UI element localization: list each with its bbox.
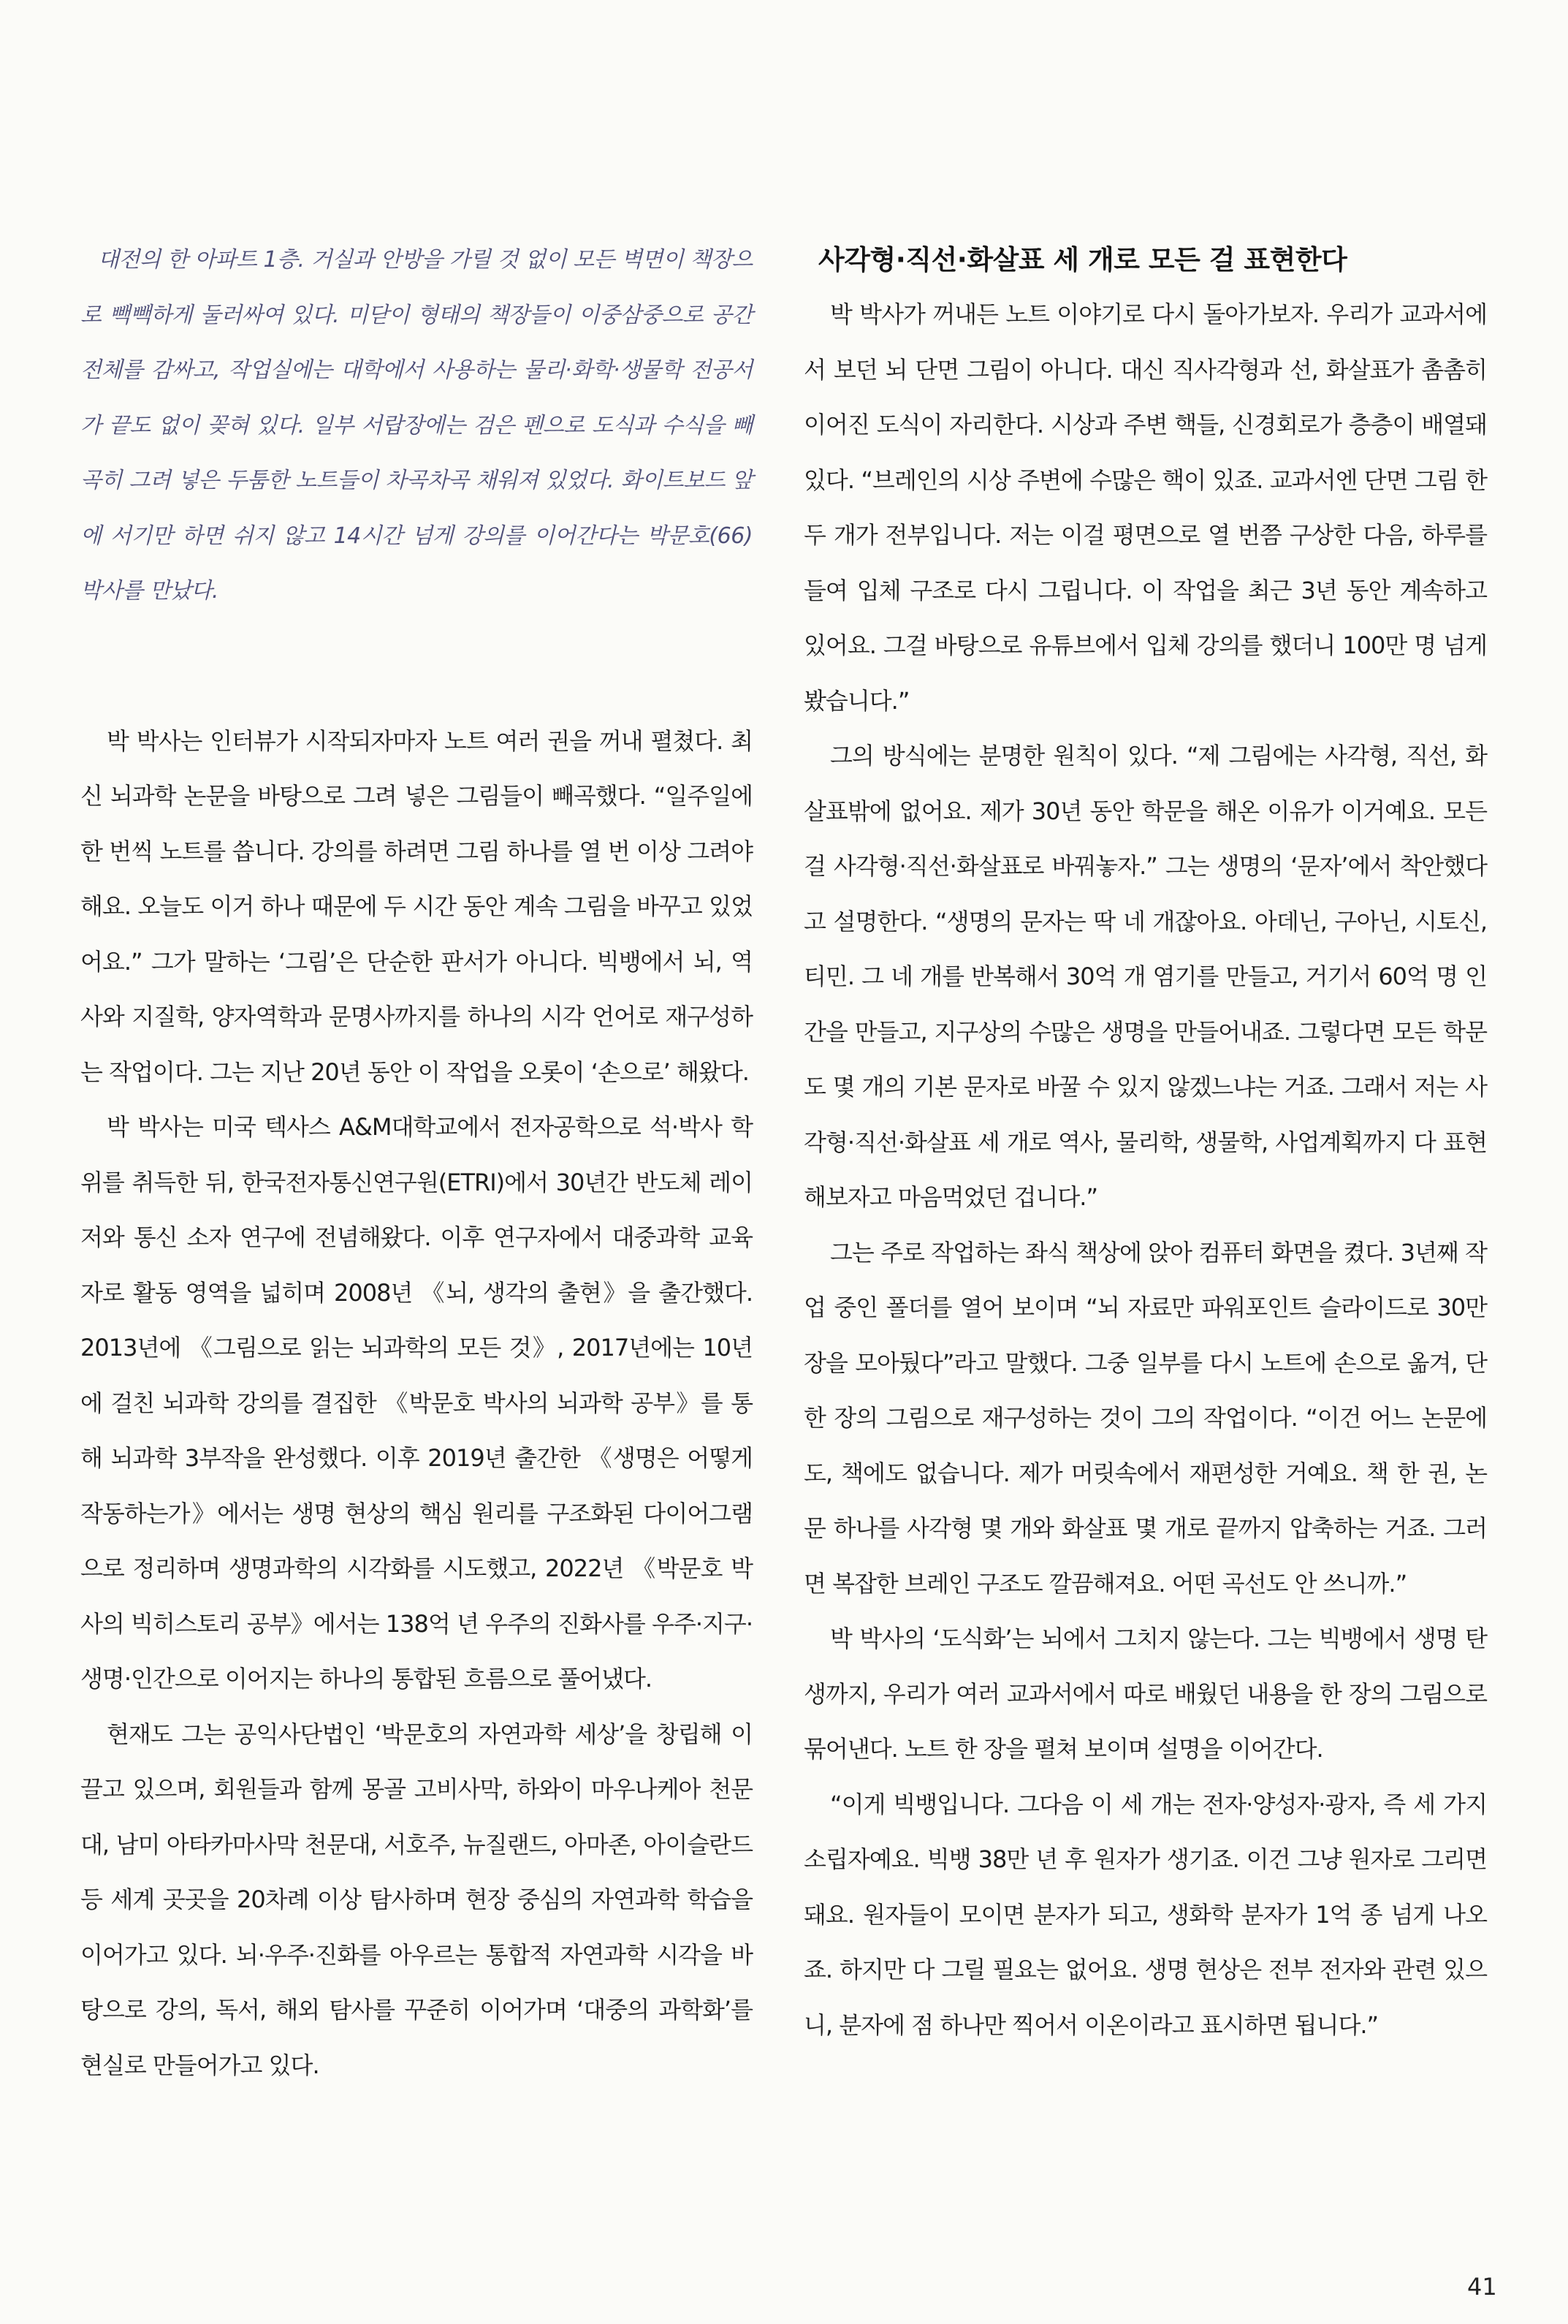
body-paragraph: 현재도 그는 공익사단법인 ‘박문호의 자연과학 세상’을 창립해 이끌고 있으며, 회원들과 함께 몽골 고비사막, 하와이 마우나케아 천문대, 남미 아타카마사막 천문대, 서호주, 뉴질랜드, 아마존, 아이슬란드 등 세계 곳곳을 20차례 이상 탐사하며 현장 중심의 자연과학 학습을 이어가고 있다. 뇌·우주·진화를 아우르는 통합적 자연과학 시각을 바탕으로 강의, 독서, 해외 탐사를 꾸준히 이어가며 ‘대중의 과학화’를 현실로 만들어가고 있다. xyxy=(80,1720,753,2079)
body-paragraph: 그는 주로 작업하는 좌식 책상에 앉아 컴퓨터 화면을 켰다. 3년째 작업 중인 폴더를 열어 보이며 “뇌 자료만 파워포인트 슬라이드로 30만 장을 모아뒀다”라고 말했다. 그중 일부를 다시 노트에 손으로 옮겨, 단 한 장의 그림으로 재구성하는 것이 그의 작업이다. “이건 어느 논문에도, 책에도 없습니다. 제가 머릿속에서 재편성한 거예요. 책 한 권, 논문 하나를 사각형 몇 개와 화살표 몇 개로 끝까지 압축하는 거죠. 그러면 복잡한 브레인 구조도 깔끔해져요. 어떤 곡선도 안 쓰니까.” xyxy=(804,1238,1487,1598)
body-paragraph: 박 박사는 미국 텍사스 A&M대학교에서 전자공학으로 석·박사 학위를 취득한 뒤, 한국전자통신연구원(ETRI)에서 30년간 반도체 레이저와 통신 소자 연구에 전념해왔다. 이후 연구자에서 대중과학 교육자로 활동 영역을 넓히며 2008년 《뇌, 생각의 출현》을 출간했다. 2013년에 《그림으로 읽는 뇌과학의 모든 것》, 2017년에는 10년에 걸친 뇌과학 강의를 결집한 《박문호 박사의 뇌과학 공부》를 통해 뇌과학 3부작을 완성했다. 이후 2019년 출간한 《생명은 어떻게 작동하는가》에서는 생명 현상의 핵심 원리를 구조화된 다이어그램으로 정리하며 생명과학의 시각화를 시도했고, 2022년 《박문호 박사의 빅히스토리 공부》에서는 138억 년 우주의 진화사를 우주·지구·생명·인간으로 이어지는 하나의 통합된 흐름으로 풀어냈다. xyxy=(80,1113,753,1693)
left-column xyxy=(80,232,753,2093)
body-paragraph: 박 박사가 꺼내든 노트 이야기로 다시 돌아가보자. 우리가 교과서에서 보던 뇌 단면 그림이 아니다. 대신 직사각형과 선, 화살표가 촘촘히 이어진 도식이 자리한다. 시상과 주변 핵들, 신경회로가 층층이 배열돼 있다. “브레인의 시상 주변에 수많은 핵이 있죠. 교과서엔 단면 그림 한두 개가 전부입니다. 저는 이걸 평면으로 열 번쯤 구상한 다음, 하루를 들여 입체 구조로 다시 그립니다. 이 작업을 최근 3년 동안 계속하고 있어요. 그걸 바탕으로 유튜브에서 입체 강의를 했더니 100만 명 넘게 봤습니다.” xyxy=(804,300,1487,715)
body-paragraph: 박 박사는 인터뷰가 시작되자마자 노트 여러 권을 꺼내 펼쳤다. 최신 뇌과학 논문을 바탕으로 그려 넣은 그림들이 빼곡했다. “일주일에 한 번씩 노트를 씁니다. 강의를 하려면 그림 하나를 열 번 이상 그려야 해요. 오늘도 이거 하나 때문에 두 시간 동안 계속 그림을 바꾸고 있었어요.” 그가 말하는 ‘그림’은 단순한 판서가 아니다. 빅뱅에서 뇌, 역사와 지질학, 양자역학과 문명사까지를 하나의 시각 언어로 재구성하는 작업이다. 그는 지난 20년 동안 이 작업을 오롯이 ‘손으로’ 해왔다. xyxy=(80,726,753,1086)
lead-paragraph: 대전의 한 아파트 1층. 거실과 안방을 가릴 것 없이 모든 벽면이 책장으로 빽빽하게 둘러싸여 있다. 미닫이 형태의 책장들이 이중삼중으로 공간 전체를 감싸고, 작업실에는 대학에서 사용하는 물리·화학·생물학 전공서가 끝도 없이 꽂혀 있다. 일부 서랍장에는 검은 펜으로 도식과 수식을 빼곡히 그려 넣은 두툼한 노트들이 차곡차곡 채워져 있었다. 화이트보드 앞에 서기만 하면 쉬지 않고 14시간 넘게 강의를 이어간다는 박문호(66) 박사를 만났다. xyxy=(80,247,753,604)
body-paragraph: 그의 방식에는 분명한 원칙이 있다. “제 그림에는 사각형, 직선, 화살표밖에 없어요. 제가 30년 동안 학문을 해온 이유가 이거예요. 모든 걸 사각형·직선·화살표로 바꿔놓자.” 그는 생명의 ‘문자’에서 착안했다고 설명한다. “생명의 문자는 딱 네 개잖아요. 아데닌, 구아닌, 시토신, 티민. 그 네 개를 반복해서 30억 개 염기를 만들고, 거기서 60억 명 인간을 만들고, 지구상의 수많은 생명을 만들어내죠. 그렇다면 모든 학문도 몇 개의 기본 문자로 바꿀 수 있지 않겠느냐는 거죠. 그래서 저는 사각형·직선·화살표 세 개로 역사, 물리학, 생물학, 사업계획까지 다 표현해보자고 마음먹었던 겁니다.” xyxy=(804,742,1487,1211)
body-paragraph: “이게 빅뱅입니다. 그다음 이 세 개는 전자·양성자·광자, 즉 세 가지 소립자예요. 빅뱅 38만 년 후 원자가 생기죠. 이건 그냥 원자로 그리면 돼요. 원자들이 모이면 분자가 되고, 생화학 분자가 1억 종 넘게 나오죠. 하지만 다 그릴 필요는 없어요. 생명 현상은 전부 전자와 관련 있으니, 분자에 점 하나만 찍어서 이온이라고 표시하면 됩니다.” xyxy=(804,1790,1487,2039)
section-heading: 사각형·직선·화살표 세 개로 모든 걸 표현한다 xyxy=(818,244,1347,276)
body-paragraph: 박 박사의 ‘도식화’는 뇌에서 그치지 않는다. 그는 빅뱅에서 생명 탄생까지, 우리가 여러 교과서에서 따로 배웠던 내용을 한 장의 그림으로 묶어낸다. 노트 한 장을 펼쳐 보이며 설명을 이어간다. xyxy=(804,1625,1487,1763)
right-column xyxy=(804,232,1487,2053)
page-number: 41 xyxy=(1467,2273,1497,2301)
